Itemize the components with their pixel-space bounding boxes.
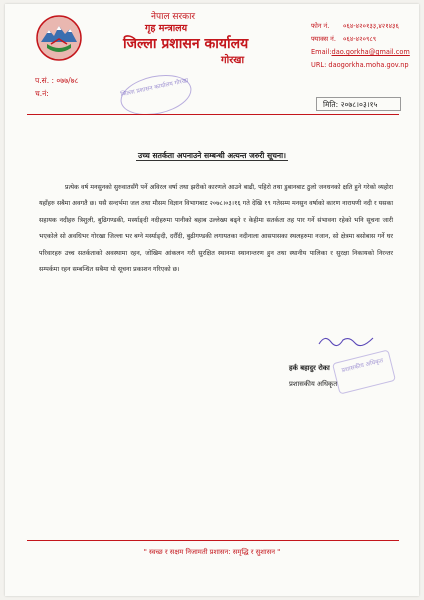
contact-url[interactable]: URL: daogorkha.moha.gov.np [311, 61, 409, 69]
ch-number: च.नं: [35, 89, 49, 98]
subject-line: उच्च सतर्कता अपनाउने सम्बन्धी अत्यन्त जरुरी सूचना। [138, 151, 286, 160]
office-stamp: जिल्ला प्रशासन कार्यालय गोरखा [117, 69, 195, 121]
signature-scribble-icon [317, 332, 377, 348]
contact-email[interactable]: Email:dao.gorkha@gmail.com [311, 48, 410, 56]
letter-page [5, 4, 419, 596]
ps-number: प.सं. : ०७७/७८ [35, 76, 79, 85]
header-office: जिल्ला प्रशासन कार्यालय [123, 36, 249, 52]
header-ministry: गृह मन्त्रालय [145, 23, 188, 34]
footer-slogan: " स्वच्छ र सक्षम निजामती प्रशासन: समृद्धि र सुशासन " [143, 548, 281, 556]
header-government: नेपाल सरकार [151, 12, 196, 22]
office-heading [123, 12, 293, 67]
signatory-name: हर्क बहादुर रोका [289, 364, 330, 372]
officer-stamp: प्रशासकीय अधिकृत [332, 349, 396, 394]
contact-fax: फ्याक्स नं. ०६४-४२०९८९ [311, 35, 377, 43]
header-district: गोरखा [221, 55, 245, 66]
footer-divider [27, 540, 399, 541]
date-box: मिति: २०७८।०३।१५ [316, 97, 401, 111]
notice-body [39, 180, 393, 278]
signatory-title: प्रशासकीय अधिकृत [289, 380, 338, 388]
reference-block [35, 74, 78, 100]
nepal-emblem-icon [35, 14, 83, 62]
header-divider [27, 114, 399, 115]
contact-phone: फोन नं. ०६४-४२०१३३,४२१४३६ [311, 22, 399, 30]
contact-block [311, 20, 419, 72]
body-paragraph: प्रत्येक वर्ष मनसुनको सुरुवातसँगै पर्ने अविरल वर्षा तथा झरीको कारणले आउने बाढी, पहिरो तथा डुबानबाट ठुलो जनधनको क्षति हुने गरेको व्यहोरा यहाँहरु सबैमा अवगतै छ। यसै सन्दर्भमा जल तथा मौसम विज्ञान विभागबाट २०७८।०३।१६ गते देखि १९ गतेसम्म मनसुन वर्षाको कारण नारायणी नदी र यसका सहायक नदीहरु त्रिशुली, बुढिगण्डकी, मर्स्याङ्दी नदीहरुमा पानीको बहाब उल्लेख्य बढ्ने र केहीमा सतर्कता तह पार गर्ने संभावना रहेको भनि सूचना जारी भएकोले सो अवधिभर गोरखा जिल्ला भर बग्ने मर्स्याङ्दी, दरौँदी, बुढीगण्डकी लगायतका नदीनाला आसपासका स्थलहरुमा नजान, सो क्षेत्रमा बसोबास गर्ने घर परिवारहरु उच्च सतर्कताको अवस्थामा रहन, जोखिम आंकलन गरी सुरक्षित स्थानमा स्थानान्तरण हुन तथा स्थानीय पालिका र सुरक्षा निकायको निरन्तर सम्पर्कमा रहन सम्बन्धित सबैमा यो सूचना प्रकाशन गरिएको छ। [39, 184, 393, 274]
